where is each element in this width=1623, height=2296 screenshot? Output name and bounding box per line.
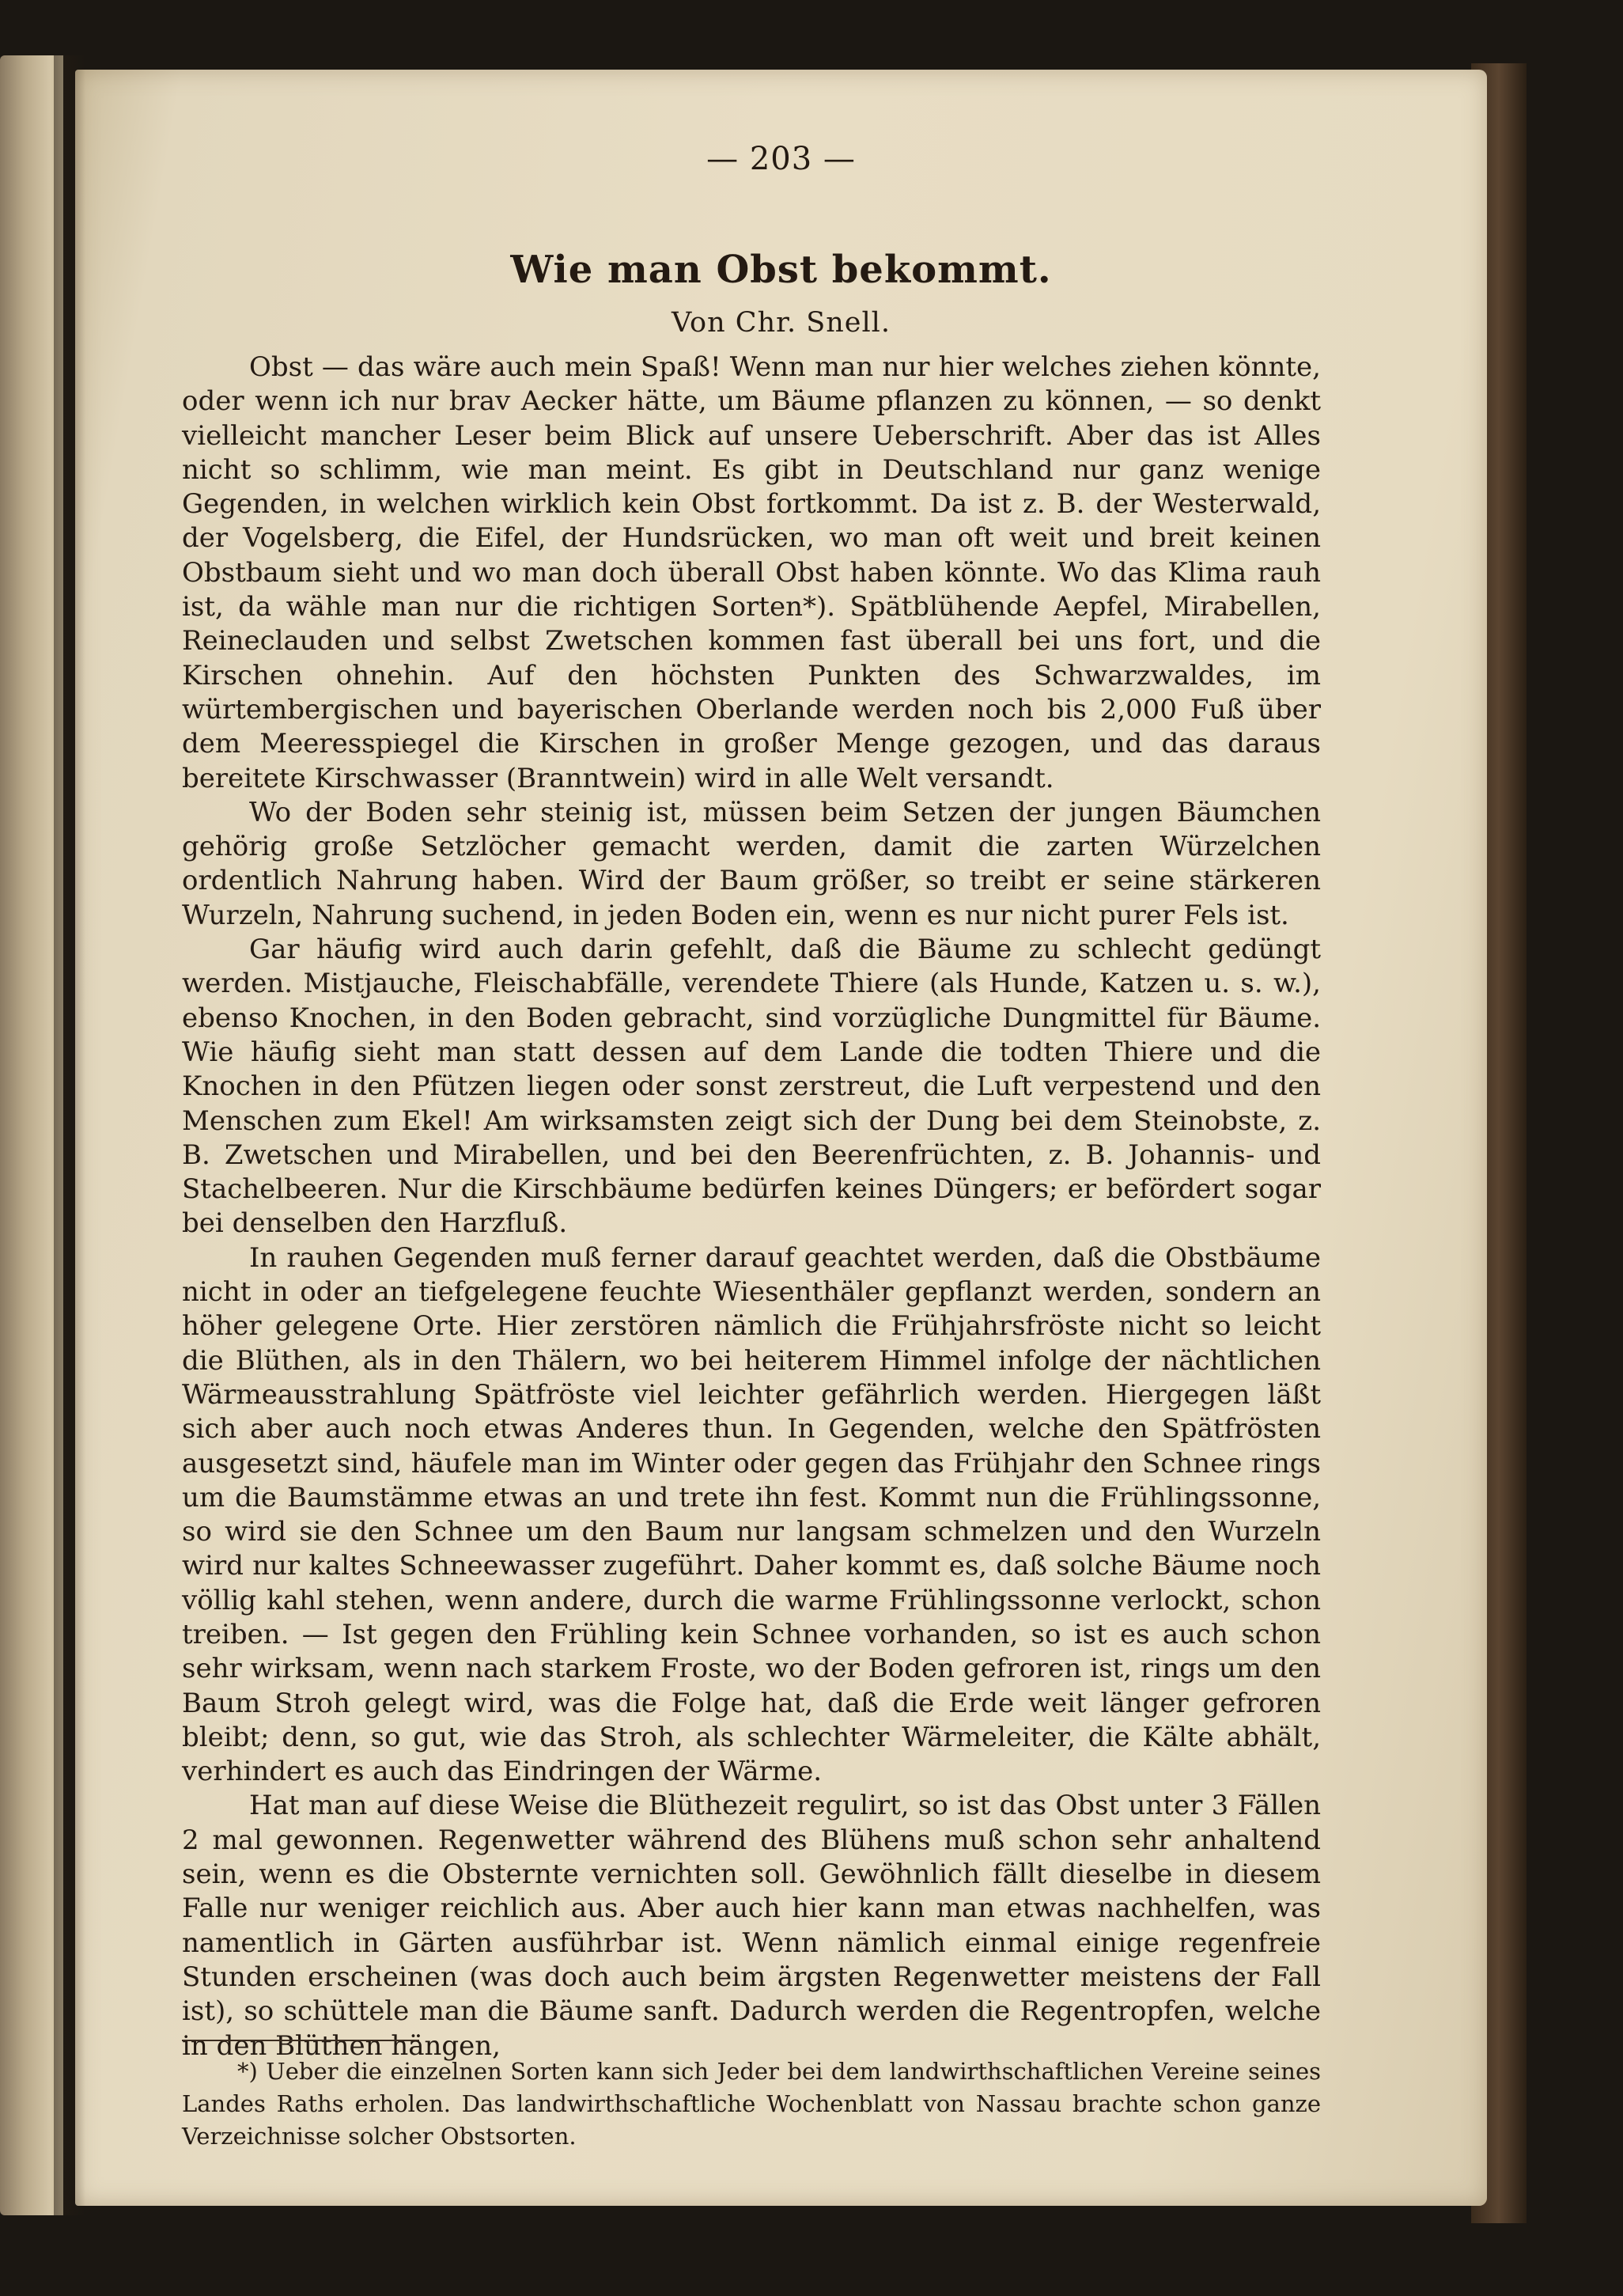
paragraph: Gar häufig wird auch darin gefehlt, daß die Bäume zu schlecht gedüngt werden. Mistjauche, Fleischabfälle, verendete Thiere (als Hunde, Katzen u. s. w.), ebenso Knochen, in den Boden gebracht, sind vorzügliche Dungmittel für Bäume. Wie häufig sieht man statt dessen auf dem Lande die todten Thiere und die Knochen in den Pfützen liegen oder sonst zerstreut, die Luft verpestend und den Menschen zum Ekel! Am wirksamsten zeigt sich der Dung bei dem Steinobste, z. B. Zwetschen und Mirabellen, und bei den Beerenfrüchten, z. B. Johannis- und Stachelbeeren. Nur die Kirschbäume bedürfen keines Düngers; er befördert sogar bei denselben den Harzfluß.	[182, 934, 1321, 1240]
page-number: — 203 —	[706, 141, 856, 177]
spine-shadow	[54, 55, 85, 2215]
footnote	[182, 2055, 1321, 2153]
article-body	[182, 350, 1321, 2063]
footnote-text: *) Ueber die einzelnen Sorten kann sich Jeder bei dem landwirthschaftlichen Vereine seines Landes Raths erholen. Das landwirthschaftliche Wochenblatt von Nassau brachte schon ganze Verzeichnisse solcher Obstsorten.	[182, 2058, 1321, 2150]
paragraph: Obst — das wäre auch mein Spaß! Wenn man nur hier welches ziehen könnte, oder wenn ich nur brav Aecker hätte, um Bäume pflanzen zu können, — so denkt vielleicht mancher Leser beim Blick auf unsere Ueberschrift. Aber das ist Alles nicht so schlimm, wie man meint. Es gibt in Deutschland nur ganz wenige Gegenden, in welchen wirklich kein Obst fortkommt. Da ist z. B. der Westerwald, der Vogelsberg, die Eifel, der Hundsrücken, wo man oft weit und breit keinen Obstbaum sieht und wo man doch überall Obst haben könnte. Wo das Klima rauh ist, da wähle man nur die richtigen Sorten*). Spätblühende Aepfel, Mirabellen, Reineclauden und selbst Zwetschen kommen fast überall bei uns fort, und die Kirschen ohnehin. Auf den höchsten Punkten des Schwarzwaldes, im würtembergischen und bayerischen Oberlande werden noch bis 2,000 Fuß über dem Meeresspiegel die Kirschen in großer Menge gezogen, und das daraus bereitete Kirschwasser (Branntwein) wird in alle Welt versandt.	[182, 351, 1321, 794]
paragraph: Wo der Boden sehr steinig ist, müssen beim Setzen der jungen Bäumchen gehörig große Setzlöcher gemacht werden, damit die zarten Würzelchen ordentlich Nahrung haben. Wird der Baum größer, so treibt er seine stärkeren Wurzeln, Nahrung suchend, in jeden Boden ein, wenn es nur nicht purer Fels ist.	[182, 796, 1321, 931]
article-author: Von Chr. Snell.	[671, 307, 891, 339]
paragraph: In rauhen Gegenden muß ferner darauf geachtet werden, daß die Obstbäume nicht in oder an tiefgelegene feuchte Wiesenthäler gepflanzt werden, sondern an höher gelegene Orte. Hier zerstören nämlich die Frühjahrsfröste nicht so leicht die Blüthen, als in den Thälern, wo bei heiterem Himmel infolge der nächtlichen Wärmeausstrahlung Spätfröste viel leichter gefährlich werden. Hiergegen läßt sich aber auch noch etwas Anderes thun. In Gegenden, welche den Spätfrösten ausgesetzt sind, häufele man im Winter oder gegen das Frühjahr den Schnee rings um die Baumstämme etwas an und trete ihn fest. Kommt nun die Frühlingssonne, so wird sie den Schnee um den Baum nur langsam schmelzen und den Wurzeln wird nur kaltes Schneewasser zugeführt. Daher kommt es, daß solche Bäume noch völlig kahl stehen, wenn andere, durch die warme Frühlingssonne verlockt, schon treiben. — Ist gegen den Frühling kein Schnee vorhanden, so ist es auch schon sehr wirksam, wenn nach starkem Froste, wo der Boden gefroren ist, rings um den Baum Stroh gelegt wird, was die Folge hat, daß die Erde weit länger gefroren bleibt; denn, so gut, wie das Stroh, als schlechter Wärmeleiter, die Kälte abhält, verhindert es auch das Eindringen der Wärme.	[182, 1241, 1321, 1788]
footnote-divider	[182, 2040, 419, 2041]
paragraph: Hat man auf diese Weise die Blüthezeit regulirt, so ist das Obst unter 3 Fällen 2 mal gewonnen. Regenwetter während des Blühens muß schon sehr anhaltend sein, wenn es die Obsternte vernichten soll. Gewöhnlich fällt dieselbe in diesem Falle nur weniger reichlich aus. Aber auch hier kann man etwas nachhelfen, was namentlich in Gärten ausführbar ist. Wenn nämlich einmal einige regenfreie Stunden erscheinen (was doch auch beim ärgsten Regenwetter meistens der Fall ist), so schüttele man die Bäume sanft. Dadurch werden die Regentropfen, welche in den Blüthen hängen,	[182, 1790, 1321, 2062]
book-page	[75, 70, 1487, 2206]
article-title: Wie man Obst bekommt.	[510, 248, 1052, 292]
